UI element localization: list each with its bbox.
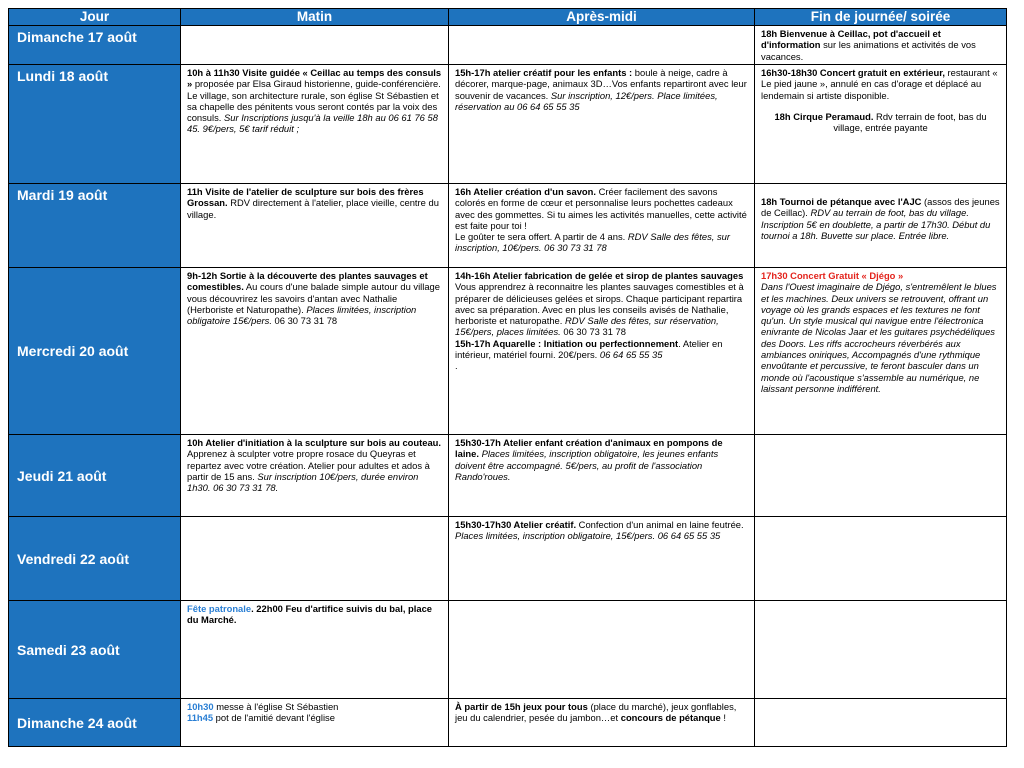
text-run: pot de l'amitié devant l'église [213, 712, 335, 724]
cell-paragraph [761, 219, 1000, 242]
text-run: 15h30-17h Atelier enfant création d'animaux en pompons de laine. [455, 437, 723, 460]
apres-midi-cell [449, 268, 755, 435]
text-run: 16h30-18h30 Concert gratuit en extérieur, [761, 67, 945, 78]
cell-paragraph [455, 360, 748, 371]
soiree-cell [755, 268, 1007, 435]
text-run: 16h Atelier création d'un savon. [455, 186, 596, 197]
cell-paragraph [761, 67, 1000, 101]
apres-midi-cell [449, 65, 755, 184]
row-vendredi-22 [9, 517, 1007, 601]
text-run: 14h-16h Atelier fabrication de gelée et sirop de plantes sauvages [455, 270, 744, 281]
cell-paragraph [761, 270, 1000, 281]
day-label: Mercredi 20 août [9, 268, 181, 435]
header-matin: Matin [181, 9, 449, 26]
soiree-cell [755, 65, 1007, 184]
matin-cell [181, 699, 449, 747]
text-run: 10h Atelier d'initiation à la sculpture sur bois au couteau. [187, 437, 442, 448]
cell-paragraph [187, 67, 442, 135]
text-run: RDV Salle des fêtes, sur inscription, 10€/pers. 06 30 73 31 78 [455, 231, 730, 254]
text-run: restaurant « Le pied jaune », annulé en cas d'orage et déplacé au lendemain si artiste disponible. [761, 67, 998, 101]
cell-paragraph [455, 231, 748, 254]
soiree-cell [755, 517, 1007, 601]
cell-paragraph [761, 281, 1000, 394]
row-samedi-23 [9, 601, 1007, 699]
cell-paragraph [455, 437, 748, 482]
text-run: 15h30-17h30 Atelier créatif. [455, 519, 577, 530]
text-run: Confection d'un animal en laine feutrée. [576, 519, 744, 530]
text-run: . Atelier en intérieur, matériel fourni. 20€/pers. [455, 337, 723, 361]
matin-cell [181, 65, 449, 184]
soiree-cell [755, 26, 1007, 65]
text-run: . [455, 360, 458, 372]
soiree-cell [755, 435, 1007, 517]
text-run: Dans l'Ouest imaginaire de Djégo, s'entremêlent le blues et les machines. Deux univers se retrouvent, offrant un voyage où les grands espaces et les textures ne font qu'un. Un style musical qui navigue entre l'électronica enivrante de Nicolas Jaar et les guitares psychédéliques des Doors. Les riffs accrocheurs réverbérés aux ambiances oniriques, Accompagnés d'une rythmique envoûtante et percussive, te feront basculer dans un monde où l'acoustique s'assemble au numérique, ne laissant personne indifférent. [761, 281, 997, 394]
apres-midi-cell [449, 26, 755, 65]
text-run: proposée par Elsa Giraud historienne, guide-conférencière. Le village, son architecture rurale, son église St Sébastien et sa chapelle des pénitents vous seront contés par la voix des consuls. [187, 78, 441, 124]
row-mardi-19 [9, 184, 1007, 268]
text-run: Places limitées, inscription obligatoire, 15€/pers. 06 64 65 55 35 [455, 530, 721, 542]
text-run: 11h Visite de l'atelier de sculpture sur bois des frères Grossan. [187, 186, 424, 209]
text-run: (assos des jeunes de Ceillac). [761, 196, 1000, 219]
day-label: Mardi 19 août [9, 184, 181, 268]
text-run: 18h Bienvenue à Ceillac, pot d'accueil et d'information [761, 28, 941, 51]
cell-paragraph [761, 111, 1000, 134]
day-label: Dimanche 24 août [9, 699, 181, 747]
text-run: 17h30 Concert Gratuit « Djégo » [761, 270, 904, 281]
text-run: concours de pétanque [620, 712, 721, 724]
apres-midi-cell [449, 184, 755, 268]
text-run: À partir de 15h jeux pour tous [455, 701, 588, 712]
text-run: boule à neige, cadre à décorer, marque-page, animaux 3D…Vos enfants repartiront avec leur souvenir de vacances. [455, 67, 747, 101]
row-dimanche-17 [9, 26, 1007, 65]
day-label: Dimanche 17 août [9, 26, 181, 65]
soiree-cell [755, 184, 1007, 268]
cell-paragraph [455, 270, 748, 338]
spacer [761, 101, 1000, 111]
text-run: . 22h00 Feu d'artifice suivis du bal, place du Marché. [187, 603, 433, 626]
apres-midi-cell [449, 517, 755, 601]
text-run: Places limitées, inscription obligatoire, les jeunes enfants doivent être accompagné. 5€/pers, au profit de l'association Rando'roues. [455, 448, 719, 482]
matin-cell [181, 601, 449, 699]
matin-cell [181, 184, 449, 268]
cell-paragraph [187, 712, 442, 723]
apres-midi-cell [449, 601, 755, 699]
text-run: Sur inscription, 12€/pers. Place limitées, réservation au 06 64 65 55 35 [455, 89, 718, 112]
cell-paragraph [761, 196, 1000, 219]
text-run: sur les animations et activités de vos vacances. [761, 39, 976, 62]
text-run: Apprenez à sculpter votre propre rosace du Queyras et repartez avec votre création. Atelier pour adultes et ados à partir de 15 ans. [187, 448, 430, 482]
row-mercredi-20 [9, 268, 1007, 435]
text-run: 15h-17h atelier créatif pour les enfants : [455, 67, 633, 78]
matin-cell [181, 268, 449, 435]
text-run: RDV Salle des fêtes, sur réservation, 15€/pers, places limitées. [455, 315, 719, 338]
cell-paragraph [761, 28, 1000, 62]
cell-paragraph [455, 519, 748, 542]
text-run: 06 30 73 31 78 [271, 315, 338, 327]
cell-paragraph [187, 186, 442, 220]
text-run: Places limitées, inscription obligatoire 15€/pers. [187, 303, 417, 327]
cell-paragraph [455, 338, 748, 361]
text-run: 18h Tournoi de pétanque avec l'AJC [761, 196, 922, 207]
text-run: RDV directement à l'atelier, place vieille, centre du village. [187, 197, 439, 220]
text-run: Vous apprendrez à reconnaitre les plantes sauvages comestibles et à préparer de délicieuses gelées et sirops. Chaque participant repartira avec sa préparation. Avec en plus les conseils avisés de Nathalie, herboriste et naturopathe. [455, 281, 744, 327]
text-run: 06 64 65 55 35 [599, 349, 663, 361]
cell-paragraph [187, 603, 442, 626]
text-run: Inscription 5€ en doublette, a partir de 17h30. Début du tournoi a 18h. Buvette sur place. Entrée libre. [761, 218, 991, 241]
cell-paragraph [187, 701, 442, 712]
row-dimanche-24 [9, 699, 1007, 747]
text-run: 18h Cirque Peramaud. [774, 110, 874, 122]
header-row [9, 9, 1007, 26]
header-jour: Jour [9, 9, 181, 26]
text-run: Sur inscription 10€/pers, durée environ 1h30. 06 30 73 31 78. [187, 470, 419, 494]
soiree-cell [755, 601, 1007, 699]
matin-cell [181, 517, 449, 601]
header-apres-midi: Après-midi [449, 9, 755, 26]
matin-cell [181, 26, 449, 65]
apres-midi-cell [449, 699, 755, 747]
cell-paragraph [455, 186, 748, 231]
cell-paragraph [455, 67, 748, 112]
cell-paragraph [455, 701, 748, 724]
cell-paragraph [187, 437, 442, 493]
text-run: ! [720, 712, 726, 724]
matin-cell [181, 435, 449, 517]
text-run: RDV au terrain de foot, bas du village. [810, 207, 969, 219]
schedule-table [8, 8, 1007, 747]
text-run: 06 30 73 31 78 [560, 326, 626, 338]
text-run: 9h-12h Sortie à la découverte des plantes sauvages et comestibles. [187, 270, 428, 293]
row-lundi-18 [9, 65, 1007, 184]
apres-midi-cell [449, 435, 755, 517]
soiree-cell [755, 699, 1007, 747]
day-label: Lundi 18 août [9, 65, 181, 184]
header-soiree: Fin de journée/ soirée [755, 9, 1007, 26]
cell-paragraph [187, 270, 442, 326]
text-run: Le goûter te sera offert. A partir de 4 ans. [455, 231, 628, 243]
text-run: Rdv terrain de foot, bas du village, entrée payante [833, 110, 987, 134]
text-run: Au cours d'une balade simple autour du village vous découvrirez les savoirs d'antan avec Nathalie (Herboriste et Naturopathe). [187, 281, 440, 315]
text-run: 11h45 [187, 712, 214, 724]
day-label: Samedi 23 août [9, 601, 181, 699]
text-run: Sur Inscriptions jusqu'à la veille 18h au 06 61 76 58 45. 9€/pers, 5€ tarif réduit ; [187, 112, 438, 135]
text-run: 10h à 11h30 Visite guidée « Ceillac au temps des consuls » [187, 67, 442, 90]
text-run: 10h30 [187, 701, 214, 712]
day-label: Vendredi 22 août [9, 517, 181, 601]
row-jeudi-21 [9, 435, 1007, 517]
text-run: 15h-17h Aquarelle : Initiation ou perfectionnement [455, 337, 679, 349]
text-run: Créer facilement des savons colorés en forme de cœur et personnalise leurs pochettes cadeaux avec des gommettes. Si tu aimes les activités manuelles, cette activité est faite pour toi ! [455, 186, 747, 231]
text-run: (place du marché), jeux gonflables, jeu du calendrier, pesée du jambon…et [455, 701, 737, 724]
day-label: Jeudi 21 août [9, 435, 181, 517]
text-run: Fête patronale [187, 603, 252, 614]
text-run: messe à l'église St Sébastien [213, 701, 339, 712]
